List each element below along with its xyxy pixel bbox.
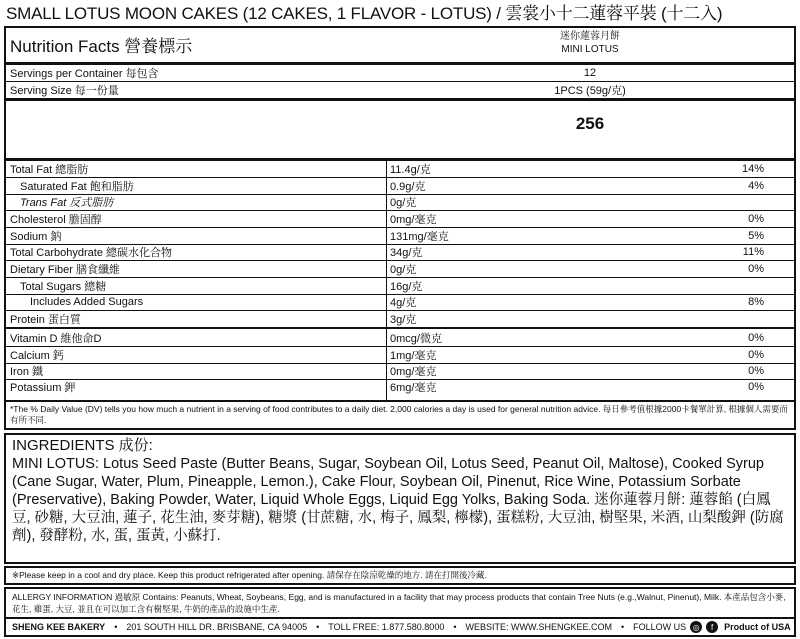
nutrient-daily-value: 0% (748, 212, 764, 225)
nutrient-daily-value: 0% (748, 365, 764, 377)
nutrient-amount: 0g/克 (390, 263, 417, 276)
nutrient-amount: 16g/克 (390, 280, 423, 293)
nutrient-label: Dietary Fiber 膳食纖維 (10, 263, 121, 276)
facebook-icon[interactable]: f (706, 621, 718, 633)
nutrient-row (6, 244, 794, 260)
column-heading (390, 30, 790, 56)
serving-size-value: 1PCS (59g/克) (554, 85, 626, 97)
column-title-zh: 迷你蓮蓉月餅 (560, 31, 620, 42)
daily-value-footnote: *The % Daily Value (DV) tells you how much a nutrient in a serving of food contributes to a daily diet. 2,000 calories a day is used for general nutrition advice. 每日參考值根據2000卡餐單計算, 根據個人需要而有所不同. (10, 404, 788, 425)
nutrient-row (6, 310, 794, 327)
nutrient-row (6, 294, 794, 310)
follow-us: FOLLOW US (633, 622, 687, 632)
nutrient-label: Total Carbohydrate 總碳水化合物 (10, 247, 172, 259)
nutrient-row (6, 177, 794, 194)
nutrient-amount: 0g/克 (390, 197, 417, 209)
nutrient-label: Saturated Fat 飽和脂肪 (20, 180, 134, 193)
product-title: SMALL LOTUS MOON CAKES (12 CAKES, 1 FLAVOR - LOTUS) / 雲裳小十二蓮蓉平裝 (十二入) (6, 4, 723, 23)
allergy-text: Contains: Peanuts, Wheat, Soybeans, Egg, and is manufactured in a facility that may process products that contain Tree Nuts (e.g.,Walnut, Pinenut), Milk. 本產品包含小麥, 花生, 雞蛋, 大豆, 並且在可以加工含有樹堅果, 牛奶的產品的設施中生產. (12, 592, 786, 614)
nutrient-amount: 131mg/毫克 (390, 230, 449, 243)
nutrient-daily-value: 8% (748, 296, 764, 308)
nutrient-label: Calcium 鈣 (10, 349, 64, 362)
company-address: 201 SOUTH HILL DR. BRISBANE, CA 94005 (126, 622, 308, 632)
nutrient-amount: 1mg/毫克 (390, 349, 437, 362)
nutrient-row (6, 210, 794, 227)
footer-bar (4, 617, 796, 637)
nutrient-daily-value: 4% (748, 179, 764, 192)
nutrient-label: Vitamin D 維他命D (10, 332, 102, 345)
divider (6, 400, 794, 402)
serving-size-row (6, 82, 794, 98)
nutrient-label: Total Fat 總脂肪 (10, 164, 89, 176)
servings-value: 12 (583, 67, 597, 79)
nutrient-daily-value: 11% (742, 246, 764, 258)
nutrient-label: Protein 蛋白質 (10, 313, 81, 326)
column-title-en: MINI LOTUS (561, 44, 619, 55)
website: WEBSITE: WWW.SHENGKEE.COM (465, 622, 612, 632)
allergy-panel (4, 587, 796, 617)
nutrient-label: Trans Fat 反式脂肪 (20, 197, 114, 209)
divider (6, 98, 794, 101)
nutrient-daily-value: 5% (748, 229, 764, 242)
nutrient-amount: 0mg/毫克 (390, 213, 437, 226)
nutrient-daily-value: 0% (748, 331, 764, 344)
nutrient-daily-value: 14% (741, 163, 764, 175)
nutrient-label: Potassium 鉀 (10, 382, 76, 394)
nutrient-amount: 3g/克 (390, 313, 417, 326)
nutrient-label: Total Sugars 總糖 (20, 280, 107, 293)
nutrition-heading: Nutrition Facts 營養標示 (10, 37, 193, 56)
nutrient-amount: 6mg/毫克 (390, 382, 437, 394)
nutrient-amount: 4g/克 (390, 297, 417, 309)
nutrient-row (6, 260, 794, 277)
nutrient-label: Iron 鐵 (10, 366, 44, 378)
nutrient-daily-value: 0% (748, 262, 764, 275)
nutrient-row (6, 379, 794, 395)
ingredients-text: MINI LOTUS: Lotus Seed Paste (Butter Beans, Sugar, Soybean Oil, Lotus Seed, Peanut Oil, Maltose), Cooked Syrup (Cane Sugar, Water, Plum, Pineapple, Lemon.), Cake Flour, Soybean Oil, Pinenut, Rice Wine, Potassium Sorbate (Preservative), Baking Powder, Water, Liquid Whole Eggs, Liquid Egg Yolks, Baking Soda. 迷你蓮蓉月餅: 蓮蓉餡 (白鳳豆, 砂糖, 大豆油, 蓮子, 花生油, 麥芽糖), 糖漿 (甘蔗糖, 水, 梅子, 鳳梨, 檸檬), 蛋糕粉, 大豆油, 樹堅果, 米酒, 山梨酸鉀 (防腐劑), 發酵粉, 水, 蛋, 蛋黃, 小蘇打. (12, 456, 784, 544)
separator: • (316, 622, 320, 632)
nutrient-amount: 0.9g/克 (390, 180, 426, 193)
nutrient-label: Cholesterol 膽固醇 (10, 213, 102, 226)
storage-note: ※Please keep in a cool and dry place. Keep this product refrigerated after opening. 請保存在陰涼乾燥的地方. 請在打開後冷藏. (4, 566, 796, 585)
nutrient-label: Sodium 鈉 (10, 230, 62, 243)
column-divider (386, 161, 387, 400)
separator: • (114, 622, 118, 632)
instagram-icon[interactable]: ◎ (690, 621, 702, 633)
nutrient-row (6, 277, 794, 294)
company-name: SHENG KEE BAKERY (12, 622, 106, 632)
nutrient-daily-value: 0% (748, 381, 764, 393)
servings-row (6, 65, 794, 81)
nutrient-amount: 11.4g/克 (390, 164, 431, 176)
calories-value: 256 (575, 114, 605, 133)
nutrient-row (6, 346, 794, 363)
serving-size-label: Serving Size 每一份量 (10, 85, 119, 97)
ingredients-heading: INGREDIENTS 成份: (12, 437, 153, 454)
toll-free: TOLL FREE: 1.877.580.8000 (328, 622, 445, 632)
nutrient-row (6, 161, 794, 177)
nutrient-daily-value: 0% (748, 348, 764, 361)
nutrient-row (6, 363, 794, 379)
nutrition-facts-panel (4, 26, 796, 430)
ingredients-panel (4, 433, 796, 564)
separator: • (453, 622, 457, 632)
nutrient-label: Includes Added Sugars (30, 296, 144, 308)
separator: • (621, 622, 625, 632)
nutrient-row (6, 194, 794, 210)
allergy-heading: ALLERGY INFORMATION 過敏原 (12, 592, 141, 602)
nutrient-amount: 0mcg/微克 (390, 332, 442, 345)
nutrient-row (6, 329, 794, 346)
nutrient-amount: 34g/克 (390, 247, 423, 259)
origin-label: Product of USA (724, 622, 791, 632)
nutrient-amount: 0mg/毫克 (390, 366, 437, 378)
servings-label: Servings per Container 每包含 (10, 68, 159, 80)
nutrient-row (6, 227, 794, 244)
